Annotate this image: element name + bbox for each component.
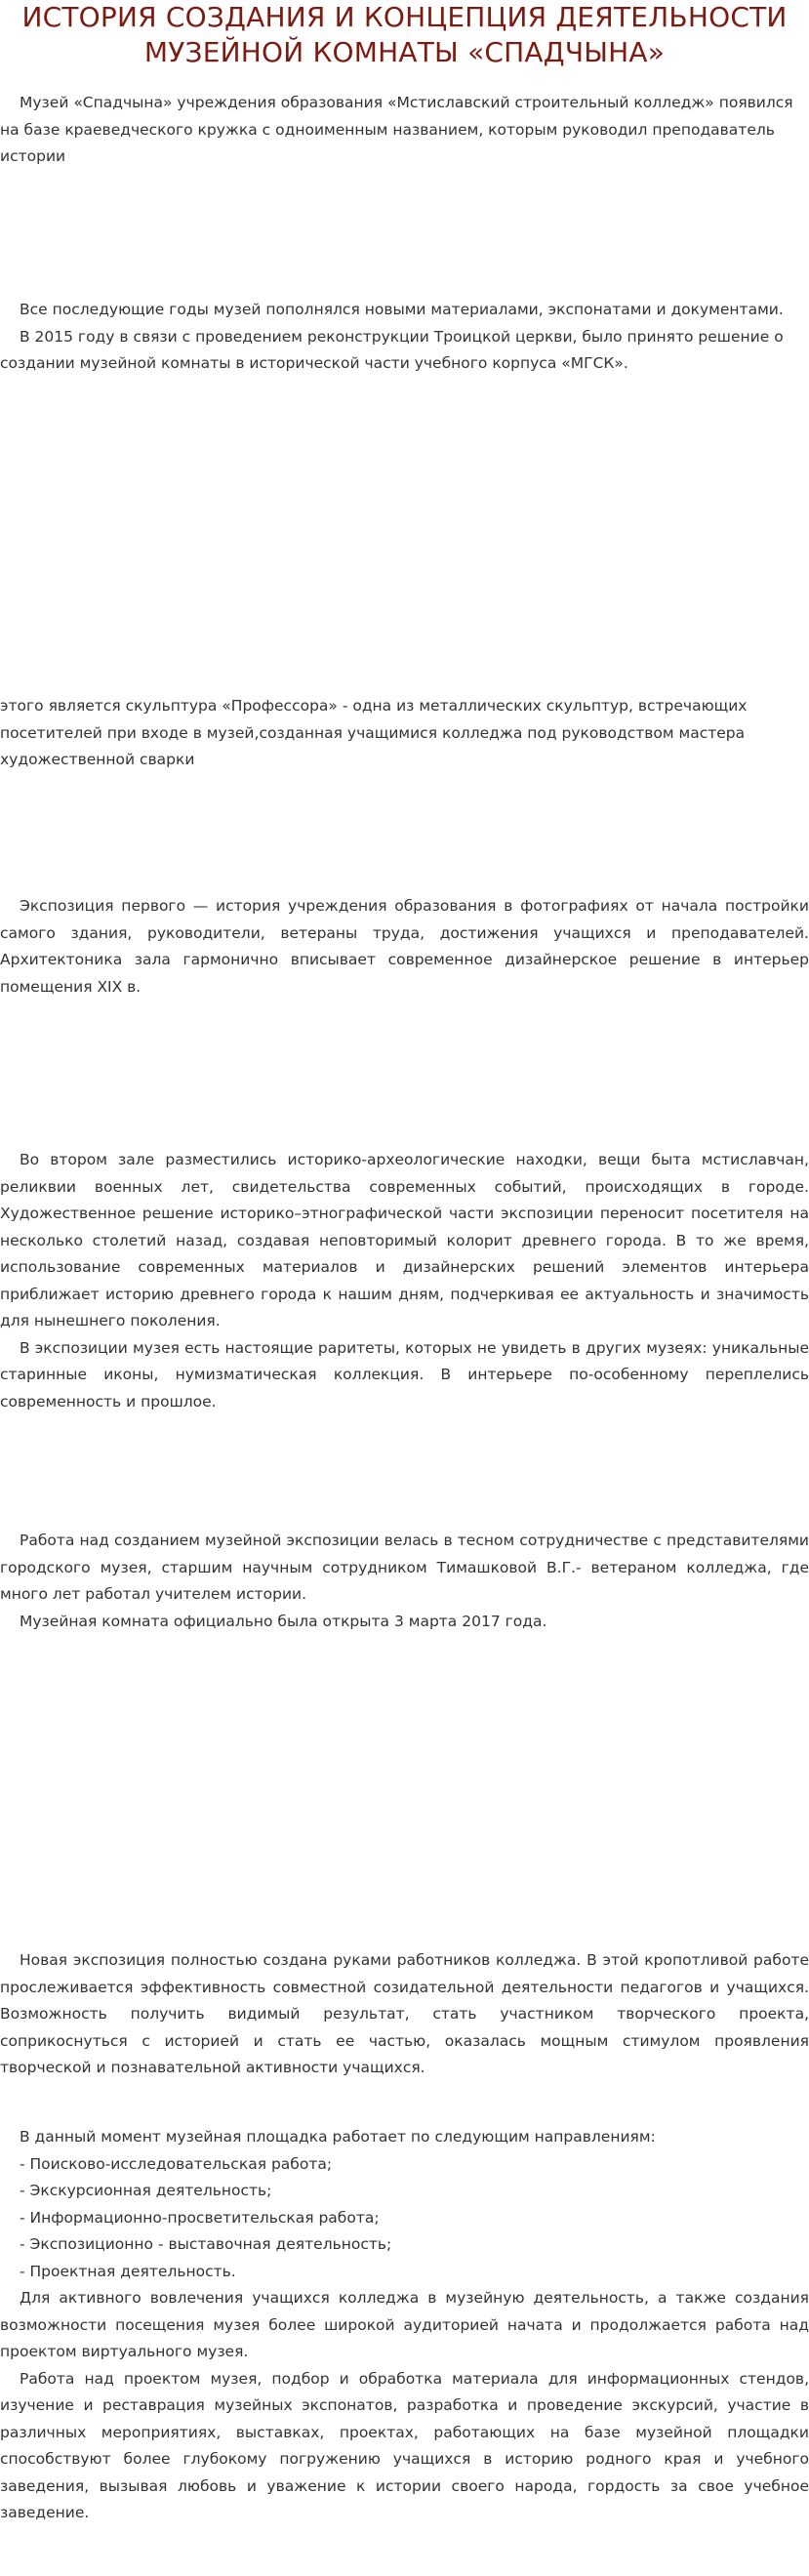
paragraph-reconstruction: В 2015 году в связи с проведением реконструкции Троицкой церкви, было принято решение о создании музейной комнаты в исторической части учебного корпуса «МГСК». [0,327,784,372]
collaboration-section [0,1528,809,1635]
list-item: - Экскурсионная деятельность; [20,2182,272,2199]
first-hall-section [0,893,809,1001]
list-item: - Информационно-просветительская работа; [20,2208,380,2227]
intro-section [0,90,809,171]
page-title [0,0,809,70]
paragraph-new-exposition: Новая экспозиция полностью создана руками работников колледжа. В этой кропотливой работе прослеживается эффективность совместной созидательной деятельности педагогов и учащихся. Возможность получить видимый результат, стать участником творческого проекта, соприкоснуться с историей и стать ее частью, оказалась мощным стимулом проявления творческой и познавательной активности учащихся. [0,1951,809,2076]
paragraph-rarities: В экспозиции музея есть настоящие раритеты, которых не увидеть в других музеях: уникальные старинные иконы, нумизматическая коллекция. В интерьере по-особенному переплелись современность и прошлое. [0,1338,809,1411]
list-item: - Поисково-исследовательская работа; [20,2154,333,2173]
second-hall-section [0,1147,809,1415]
page-title-line-2: МУЗЕЙНОЙ КОМНАТЫ «СПАДЧЫНА» [143,36,666,68]
reconstruction-section [0,297,809,378]
paragraph-museum-origin: Музей «Спадчына» учреждения образования «Мстиславский строительный колледж» появился на базе краеведческого кружка с одноименным названием, которым руководил преподаватель истории [0,94,793,165]
paragraph-collaboration: Работа над созданием музейной экспозиции велась в тесном сотрудничестве с представителями городского музея, старшим научным сотрудником Тимашковой В.Г.- ветераном колледжа, где много лет работал учителем истории. [0,1532,809,1603]
page-title-line-1: ИСТОРИЯ СОЗДАНИЯ И КОНЦЕПЦИЯ ДЕЯТЕЛЬНОСТИ [21,1,788,33]
paragraph-opening-date: Музейная комната официально была открыта 3 марта 2017 года. [20,1612,547,1630]
paragraph-project-work: Работа над проектом музея, подбор и обработка материала для информационных стендов, изучение и реставрация музейных экспонатов, разработка и проведение экскурсий, участие в различных мероприятиях, выставках, проектах, работающих на базе музейной площадки способствуют более глубокому погружению учащихся в историю родного края и учебного заведения, вызывая любовь и уважение к истории своего народа, гордость за свое учебное заведение. [0,2369,809,2521]
list-item: - Проектная деятельность. [20,2262,236,2280]
paragraph-sculpture: этого является скульптура «Профессора» - одна из металлических скульптур, встречающих посетителей при входе в музей,созданная учащимися колледжа под руководством мастера художественной сварки [0,697,748,768]
list-item: - Экспозиционно - выставочная деятельность; [20,2235,392,2253]
paragraph-virtual-museum: Для активного вовлечения учащихся колледжа в музейную деятельность, а также создания возможности посещения музея более широкой аудиторией начата и продолжается работа над проектом виртуального музея. [0,2289,809,2360]
new-exposition-section [0,1947,809,2082]
paragraph-directions-intro: В данный момент музейная площадка работает по следующим направлениям: [20,2128,656,2146]
paragraph-collection-growth: Все последующие годы музей пополнялся новыми материалами, экспонатами и документами. [20,301,784,318]
paragraph-second-hall: Во втором зале разместились историко-археологические находки, вещи быта мстиславчан, реликвии военных лет, свидетельства современных событий, происходящих в городе. Художественное решение историко–этнографической части экспозиции переносит посетителя на несколько столетий назад, создавая неповторимый колорит древнего города. В то же время, использование современных материалов и дизайнерских решений элементов интерьера приближает историю древнего города к нашим дням, подчеркивая ее актуальность и значимость для нынешнего поколения. [0,1151,809,1329]
paragraph-first-hall: Экспозиция первого — история учреждения образования в фотографиях от начала постройки самого здания, руководители, ветераны труда, достижения учащихся и преподавателей. Архитектоника зала гармонично вписывает современное дизайнерское решение в интерьер помещения XIX в. [0,897,809,996]
sculpture-section [0,693,809,774]
directions-section [0,2124,809,2527]
